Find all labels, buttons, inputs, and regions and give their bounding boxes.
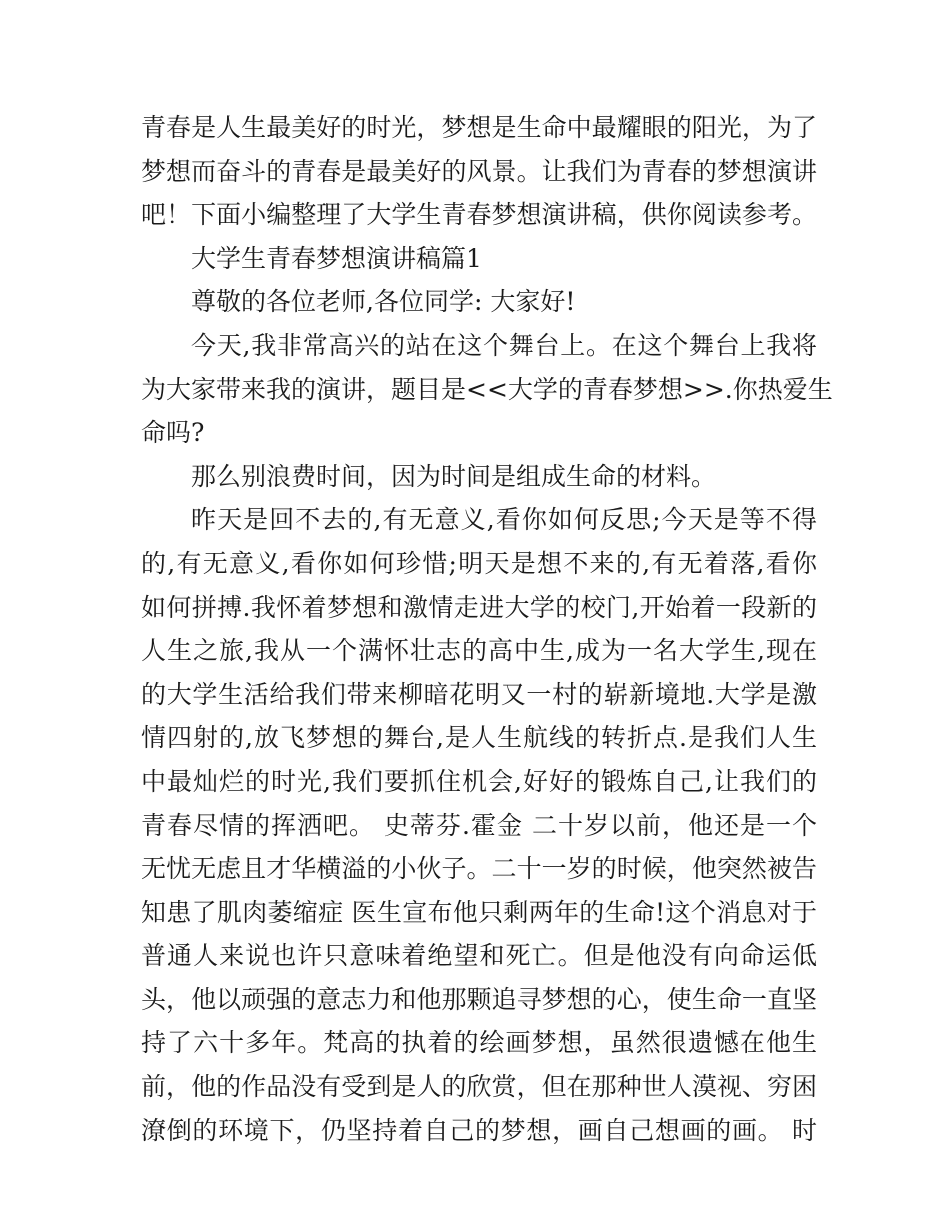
text-line: 情四射的,放飞梦想的舞台,是人生航线的转折点.是我们人生 bbox=[141, 723, 817, 753]
text-line: 如何拼搏.我怀着梦想和激情走进大学的校门,开始着一段新的 bbox=[141, 592, 817, 622]
document-body bbox=[141, 106, 833, 1152]
text-line: 为大家带来我的演讲，题目是<<大学的青春梦想>>.你热爱生 bbox=[141, 374, 833, 404]
paragraph-first-line: 今天,我非常高兴的站在这个舞台上。在这个舞台上我将 bbox=[191, 330, 817, 360]
text-line: 吧！下面小编整理了大学生青春梦想演讲稿，供你阅读参考。 bbox=[141, 200, 817, 230]
text-line: 青春尽情的挥洒吧。 史蒂芬.霍金 二十岁以前，他还是一个 bbox=[141, 810, 817, 840]
text-line: 命吗? bbox=[141, 418, 205, 448]
paragraph-first-line: 昨天是回不去的,有无意义,看你如何反思;今天是等不得 bbox=[191, 505, 817, 535]
text-line: 人生之旅,我从一个满怀壮志的高中生,成为一名大学生,现在 bbox=[141, 636, 817, 666]
text-line: 青春是人生最美好的时光，梦想是生命中最耀眼的阳光，为了 bbox=[141, 113, 817, 142]
text-line: 的,有无意义,看你如何珍惜;明天是想不来的,有无着落,看你 bbox=[141, 548, 817, 578]
text-line: 持了六十多年。梵高的执着的绘画梦想，虽然很遗憾在他生 bbox=[141, 1028, 817, 1058]
paragraph-first-line: 尊敬的各位老师,各位同学: 大家好! bbox=[191, 287, 576, 317]
text-line: 潦倒的环境下，仍坚持着自己的梦想，画自己想画的画。 时 bbox=[141, 1115, 817, 1145]
paragraph-first-line: 那么别浪费时间，因为时间是组成生命的材料。 bbox=[191, 461, 717, 491]
text-line: 中最灿烂的时光,我们要抓住机会,好好的锻炼自己,让我们的 bbox=[141, 766, 817, 796]
text-line: 梦想而奋斗的青春是最美好的风景。让我们为青春的梦想演讲 bbox=[141, 156, 817, 186]
text-line: 无忧无虑且才华横溢的小伙子。二十一岁的时候，他突然被告 bbox=[141, 854, 817, 884]
paragraph-first-line: 大学生青春梦想演讲稿篇1 bbox=[191, 243, 482, 273]
text-line: 前，他的作品没有受到是人的欣赏，但在那种世人漠视、穷困 bbox=[141, 1072, 817, 1102]
text-line: 普通人来说也许只意味着绝望和死亡。但是他没有向命运低 bbox=[141, 941, 817, 971]
text-line: 头，他以顽强的意志力和他那颗追寻梦想的心，使生命一直坚 bbox=[141, 984, 817, 1014]
text-line: 的大学生活给我们带来柳暗花明又一村的崭新境地.大学是激 bbox=[141, 679, 817, 709]
text-line: 知患了肌肉萎缩症 医生宣布他只剩两年的生命!这个消息对于 bbox=[141, 897, 817, 927]
